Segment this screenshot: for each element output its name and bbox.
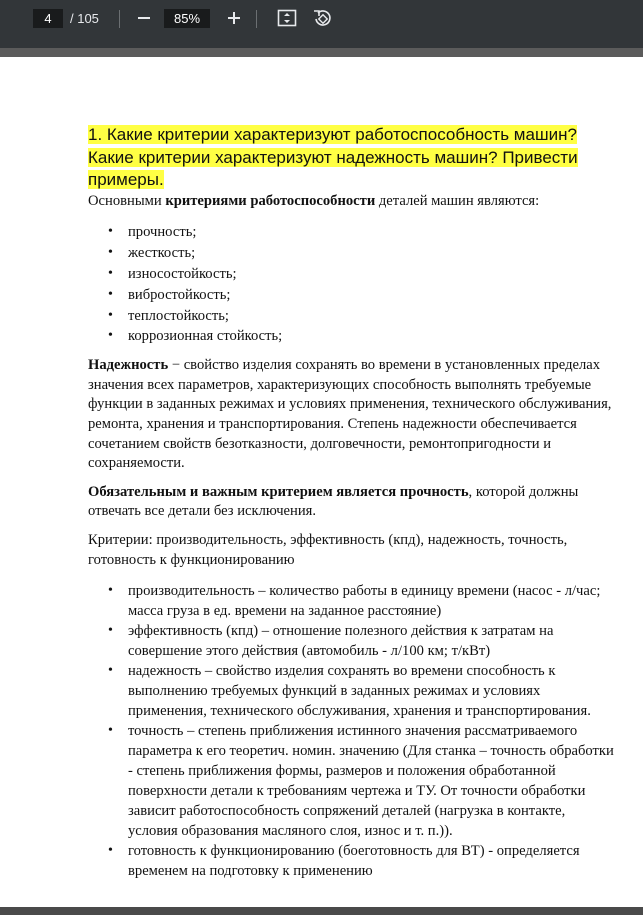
- page-content: [88, 124, 618, 881]
- list-item: • жесткость;: [88, 243, 618, 264]
- intro-pre: Основными: [88, 192, 166, 209]
- list-item: • надежность – свойство изделия сохранять во времени способность к выполнению требуемых функций в заданных режимах и условиях применения, технического обслуживания, хранения и транспортирования.: [88, 661, 618, 721]
- reliability-term: Надежность: [88, 357, 169, 374]
- document-page: [0, 57, 643, 907]
- toolbar-divider: [119, 10, 120, 28]
- list-item: • производительность – количество работы в единицу времени (насос - л/час; масса груза в ед. времени на заданное расстояние): [88, 581, 618, 621]
- question-text: 1. Какие критерии характеризуют работоспособность машин? Какие критерии характеризуют надежность машин? Привести примеры.: [88, 125, 578, 190]
- fit-page-icon: [277, 9, 297, 27]
- criteria-list: [88, 222, 618, 347]
- pdf-toolbar: [0, 0, 643, 48]
- plus-icon: [227, 11, 241, 25]
- page-total: / 105: [70, 11, 99, 26]
- rotate-button[interactable]: [310, 6, 334, 30]
- reliability-paragraph: [88, 356, 618, 474]
- criteria2-list: [88, 581, 618, 881]
- zoom-out-button[interactable]: [132, 6, 156, 30]
- fit-to-page-button[interactable]: [275, 6, 299, 30]
- strength-term: Обязательным и важным критерием является прочность: [88, 483, 469, 500]
- intro-paragraph: [88, 192, 618, 212]
- strength-text: , которой должны отвечать все детали без исключения.: [88, 483, 579, 520]
- list-item: • прочность;: [88, 222, 618, 243]
- minus-icon: [137, 11, 151, 25]
- intro-bold: критериями работоспособности: [165, 192, 376, 209]
- zoom-in-button[interactable]: [222, 6, 246, 30]
- criteria2-intro: Критерии: производительность, эффективность (кпд), надежность, точность, готовность к функционированию: [88, 531, 568, 568]
- list-item: • коррозионная стойкость;: [88, 326, 618, 347]
- rotate-icon: [312, 8, 332, 28]
- page-number-input[interactable]: [33, 9, 63, 28]
- list-item: • вибростойкость;: [88, 285, 618, 306]
- bottom-bar: [0, 907, 643, 915]
- reliability-text: − свойство изделия сохранять во времени в установленных пределах значения всех параметров, характеризующих способность выполнять требуемые функции в заданных режимах и условиях применения, технического обслуживания, ремонта, хранения и транспортирования. Степень надежности обеспечивается сочетанием свойств безотказности, долговечности, ремонтопригодности и сохраняемости.: [88, 357, 612, 472]
- list-item: • точность – степень приближения истинного значения рассматриваемого параметра к его теоретич. номин. значению (Для станка – точность обработки - степень приближения формы, размеров и положения обработанной поверхности детали к требованиям чертежа и ТУ. От точности обработки зависит работоспособность сопряжений деталей (нагрузка в контакте, условия образования масляного слоя, износ и т. п.)).: [88, 721, 618, 841]
- list-item: • теплостойкость;: [88, 306, 618, 327]
- list-item: • износостойкость;: [88, 264, 618, 285]
- strength-paragraph: [88, 483, 618, 522]
- zoom-level-input[interactable]: [164, 9, 210, 28]
- intro-post: деталей машин являются:: [375, 192, 540, 209]
- list-item: • эффективность (кпд) – отношение полезного действия к затратам на совершение этого действия (автомобиль - л/100 км; т/кВт): [88, 621, 618, 661]
- toolbar-divider: [256, 10, 257, 28]
- question-heading: [88, 124, 618, 192]
- list-item: • готовность к функционированию (боеготовность для ВТ) - определяется временем на подготовку к применению: [88, 841, 618, 881]
